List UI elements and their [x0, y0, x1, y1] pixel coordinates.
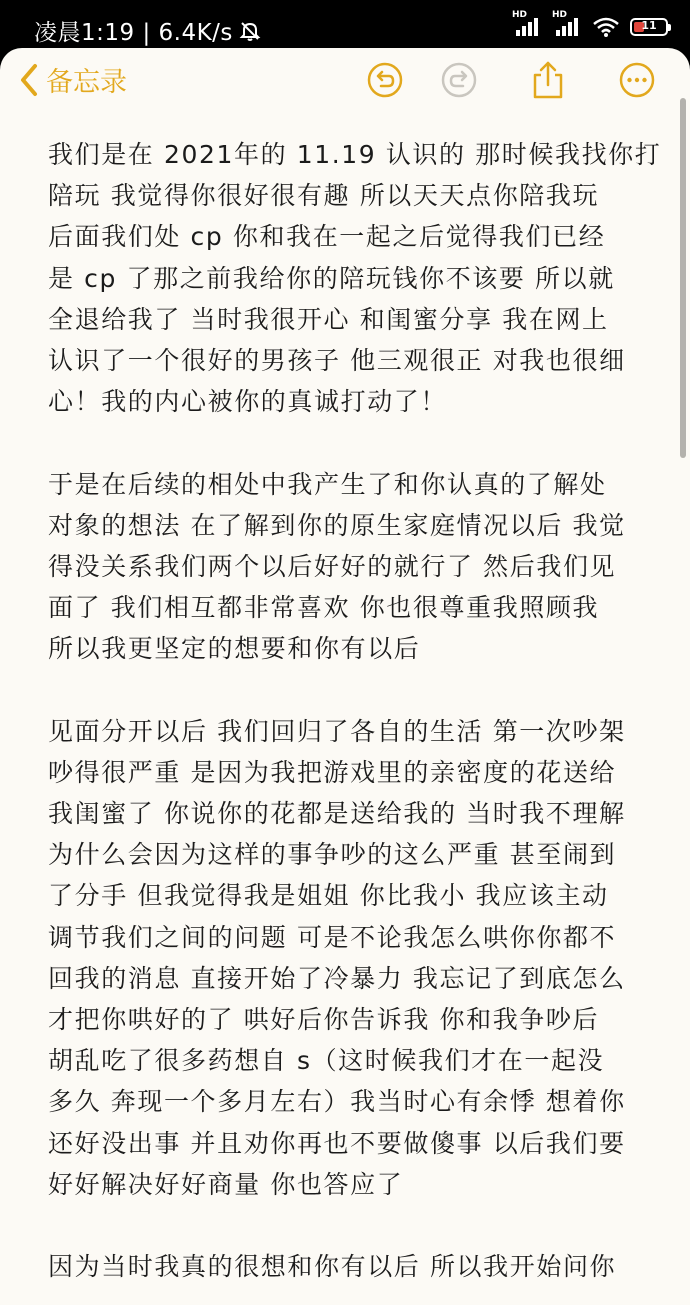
note-body[interactable]	[48, 134, 662, 1287]
note-line: 心！我的内心被你的真诚打动了！	[48, 387, 448, 417]
note-line: 为什么会因为这样的事争吵的这么严重 甚至闹到	[48, 840, 617, 870]
note-line: 吵得很严重 是因为我把游戏里的亲密度的花送给	[48, 757, 617, 787]
note-paragraph	[48, 464, 658, 670]
note-line: 因为当时我真的很想和你有以后 所以我开始问你	[48, 1252, 617, 1282]
more-button[interactable]	[617, 60, 657, 100]
note-paragraph	[48, 711, 658, 1205]
status-time-speed: 凌晨1:19 | 6.4K/s	[34, 20, 233, 46]
note-panel	[0, 48, 690, 1305]
note-line: 多久 奔现一个多月左右）我当时心有余悸 想着你	[48, 1087, 626, 1117]
back-label: 备忘录	[46, 67, 127, 98]
back-button[interactable]	[18, 60, 127, 99]
wifi-icon	[592, 16, 620, 38]
note-paragraph	[48, 1246, 658, 1287]
note-line: 才把你哄好的了 哄好后你告诉我 你和我争吵后	[48, 1004, 600, 1034]
note-line: 对象的想法 在了解到你的原生家庭情况以后 我觉	[48, 510, 626, 540]
note-line: 面了 我们相互都非常喜欢 你也很尊重我照顾我	[48, 593, 600, 623]
paragraph-gap	[48, 422, 658, 463]
note-line: 还好没出事 并且劝你再也不要做傻事 以后我们要	[48, 1128, 626, 1158]
redo-icon	[440, 61, 478, 99]
signal-hd-label: HD	[512, 10, 528, 20]
note-line: 于是在后续的相处中我产生了和你认真的了解处	[48, 469, 607, 499]
note-line: 回我的消息 直接开始了冷暴力 我忘记了到底怎么	[48, 963, 626, 993]
note-line: 所以我更坚定的想要和你有以后	[48, 634, 421, 664]
note-line: 我闺蜜了 你说你的花都是送给我的 当时我不理解	[48, 799, 626, 828]
redo-button[interactable]	[439, 60, 479, 100]
battery-tip	[668, 24, 671, 31]
undo-icon	[366, 61, 404, 99]
note-line: 全退给我了 当时我很开心 和闺蜜分享 我在网上	[48, 304, 609, 334]
bell-off-icon	[239, 20, 261, 42]
chevron-left-icon	[18, 63, 40, 97]
battery-icon	[630, 18, 668, 36]
more-icon	[618, 61, 656, 99]
note-line: 后面我们处 cp 你和我在一起之后觉得我们已经	[48, 222, 606, 252]
note-line: 好好解决好好商量 你也答应了	[48, 1169, 404, 1199]
undo-button[interactable]	[365, 60, 405, 100]
note-paragraph	[48, 134, 662, 422]
battery-level: 11	[641, 19, 657, 32]
signal-hd-label: HD	[552, 10, 568, 20]
note-line: 陪玩 我觉得你很好很有趣 所以天天点你陪我玩	[48, 181, 600, 211]
status-right	[512, 10, 668, 38]
signal-icon	[552, 10, 582, 38]
signal-icon	[512, 10, 542, 38]
note-line: 认识了一个很好的男孩子 他三观很正 对我也很细	[48, 345, 626, 375]
note-line: 得没关系我们两个以后好好的就行了 然后我们见	[48, 551, 617, 581]
note-toolbar	[0, 48, 690, 114]
paragraph-gap	[48, 1205, 658, 1246]
note-line: 调节我们之间的问题 可是不论我怎么哄你你都不	[48, 922, 617, 952]
note-line: 胡乱吃了很多药想自 s（这时候我们才在一起没	[48, 1046, 605, 1076]
note-line: 见面分开以后 我们回归了各自的生活 第一次吵架	[48, 716, 626, 746]
note-line: 了分手 但我觉得我是姐姐 你比我小 我应该主动	[48, 881, 609, 911]
share-button[interactable]	[528, 60, 568, 100]
share-icon	[531, 60, 565, 100]
paragraph-gap	[48, 669, 658, 710]
status-left	[34, 14, 261, 47]
note-line: 是 cp 了那之前我给你的陪玩钱你不该要 所以就	[48, 263, 615, 293]
scrollbar[interactable]	[680, 98, 686, 458]
note-line: 我们是在 2021年的 11.19 认识的 那时候我找你打	[48, 140, 662, 169]
